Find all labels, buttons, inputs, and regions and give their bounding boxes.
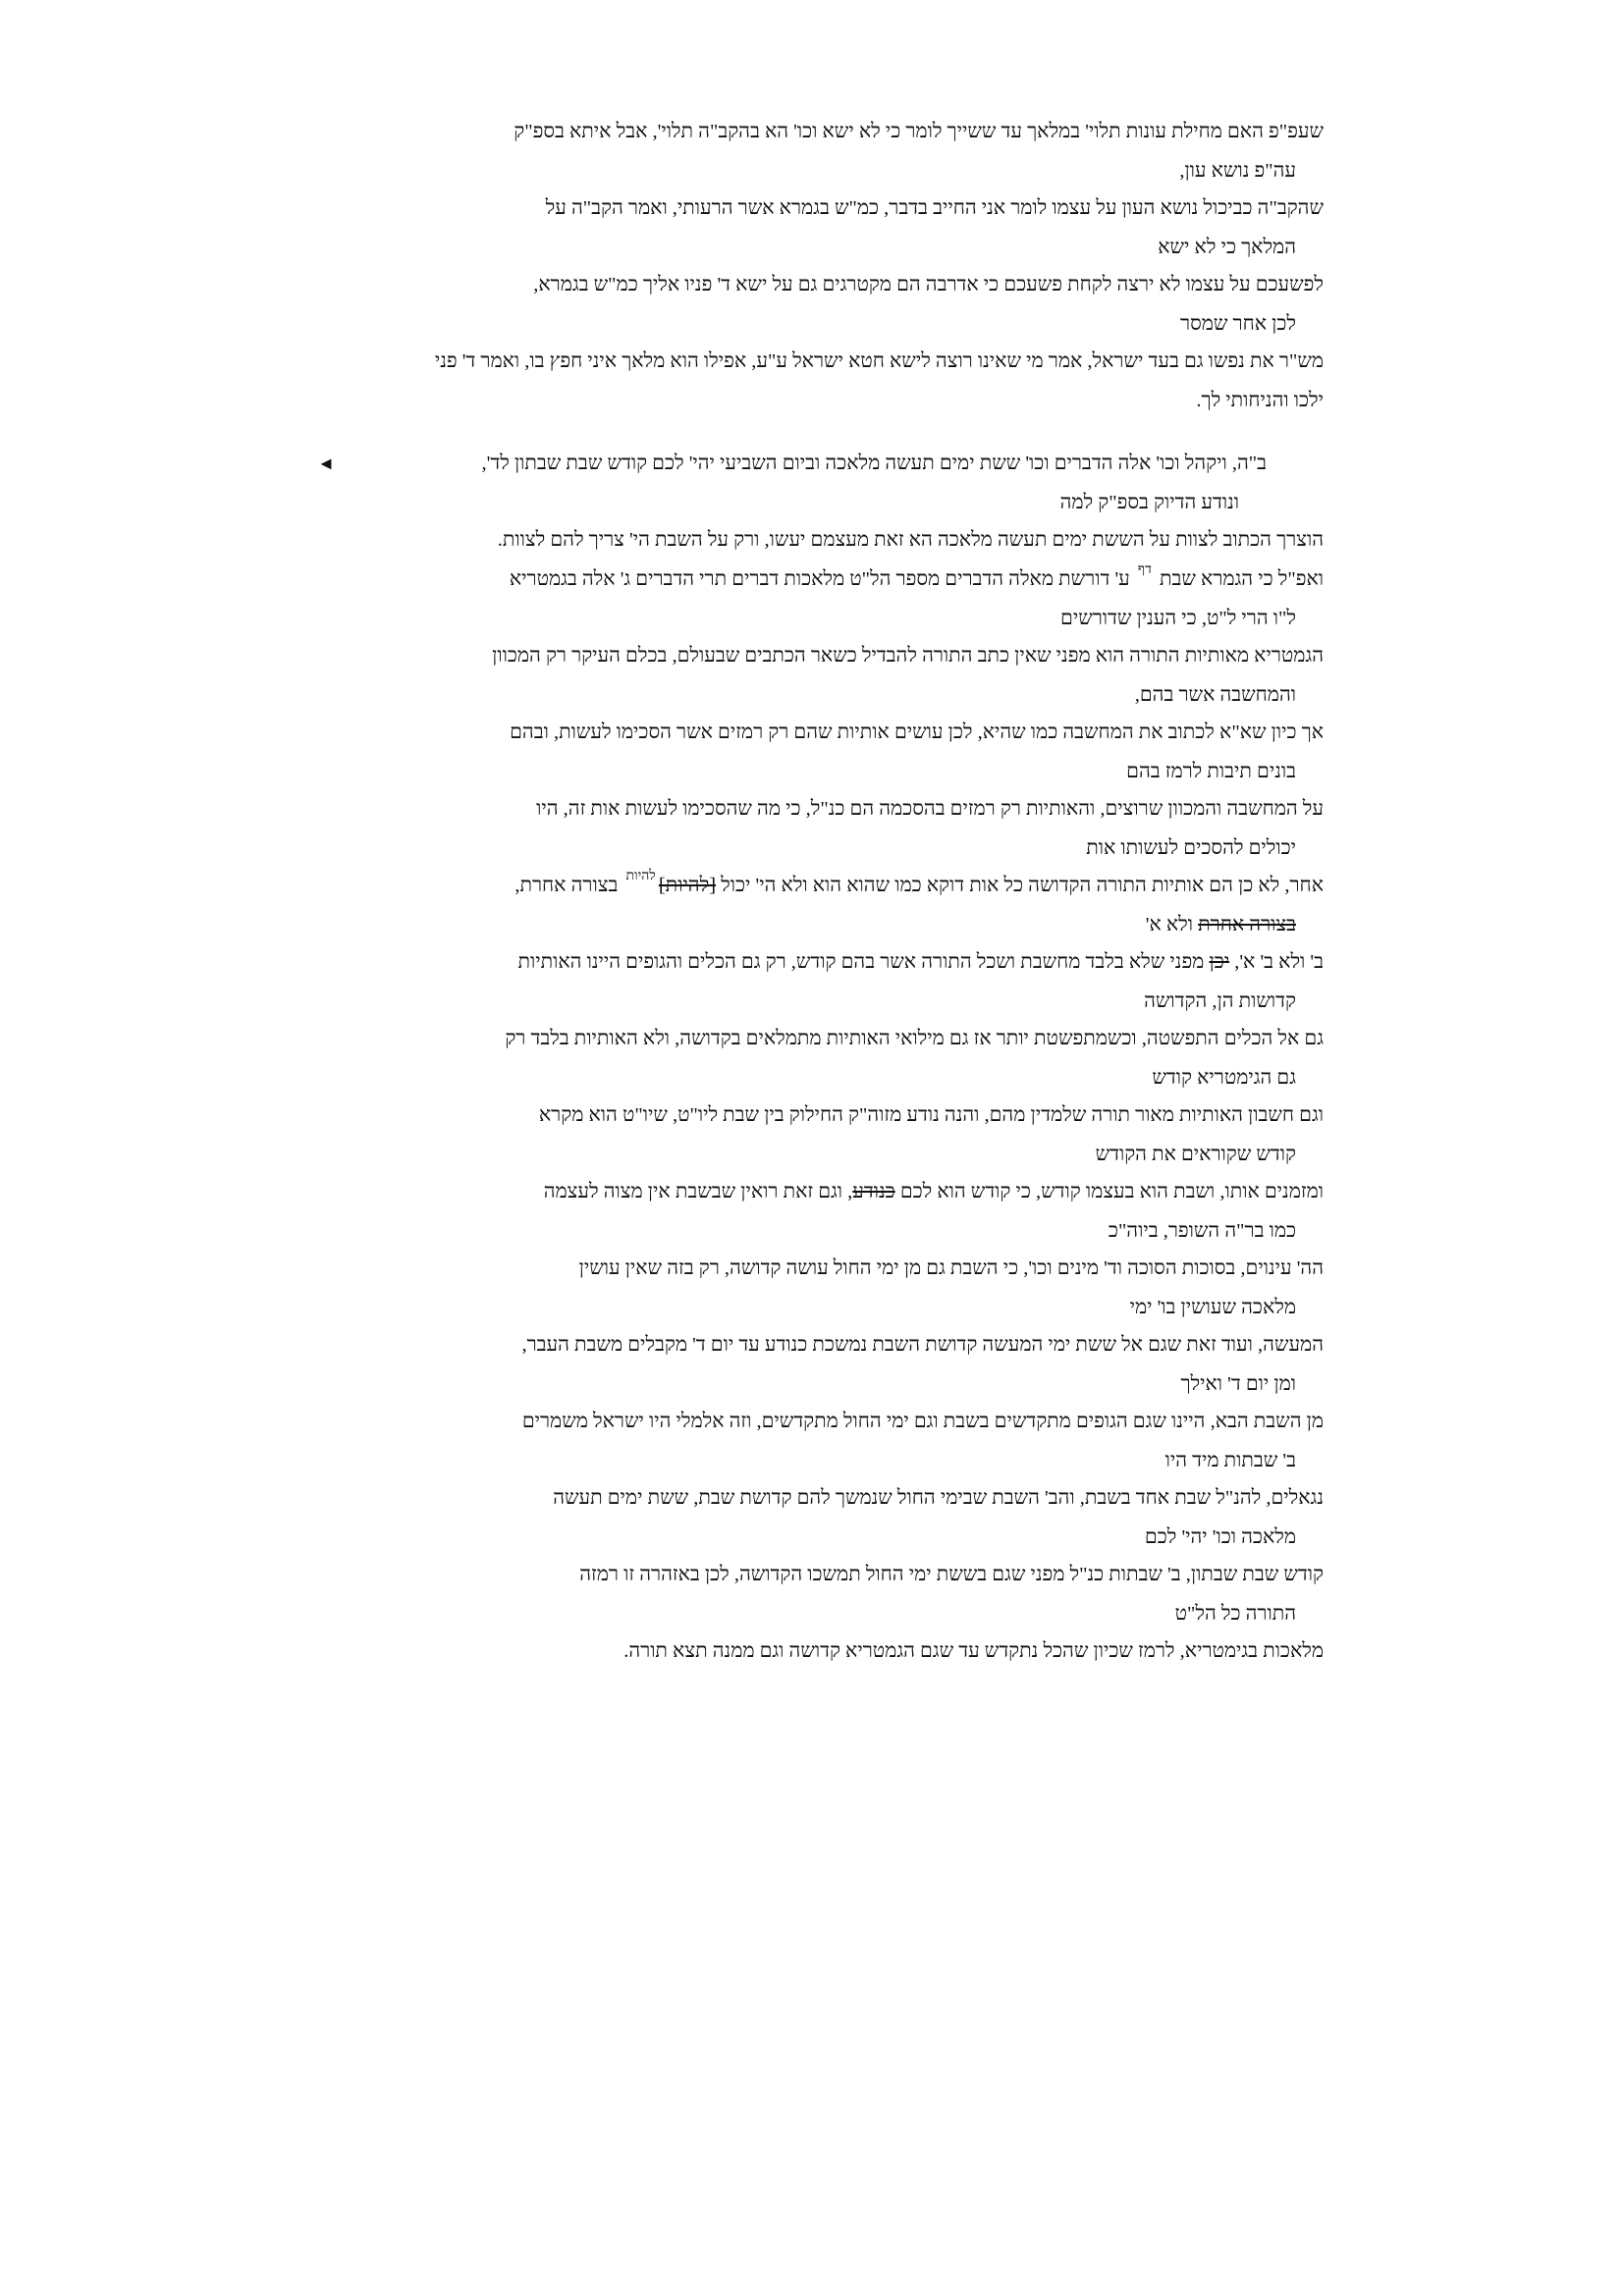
text-line: הגמטריא מאותיות התורה הוא מפני שאין כתב התורה להבדיל כשאר הכתבים שבעולם, בכלם העיקר רק המכוון [492, 645, 1324, 667]
text-line: עה"פ נושא עון, [1179, 160, 1296, 182]
text-line: על המחשבה והמכוון שרוצים, והאותיות רק רמזים בהסכמה הם כנ"ל, כי מה שהסכימו לעשות אות זה, היו [536, 798, 1324, 820]
text-line: המלאך כי לא ישא [1158, 237, 1296, 258]
text-line: מש"ר את נפשו גם בעד ישראל, אמר מי שאינו רוצה לישא חטא ישראל ע"ע, אפילו הוא מלאך איני חפץ בו, ואמר ד' פני [434, 350, 1324, 372]
struck-text: [להיות] [658, 875, 717, 896]
paragraph [435, 342, 1324, 420]
bullet-arrow-icon: ◄ [317, 454, 335, 473]
text-line: הה' עינוים, בסוכות הסוכה וד' מינים וכו', כי השבת גם מן ימי החול עושה קדושה, רק בזה שאין עושין [578, 1257, 1324, 1279]
paragraph [492, 636, 1324, 715]
text-line: קודש שקוראים את הקודש [1095, 1144, 1296, 1165]
paragraph [579, 1249, 1324, 1327]
paragraph [536, 789, 1324, 868]
text-line: מלאכה שעושין בו' ימי [1129, 1297, 1296, 1318]
paragraph [510, 713, 1324, 791]
text-line: הוצרך הכתוב לצוות על הששת ימים תעשה מלאכה הא זאת מעצמם יעשו, ורק על השבת הי' צריך להם לצוות. [497, 529, 1324, 551]
paragraph [533, 265, 1324, 344]
paragraph [579, 1555, 1324, 1633]
text-line: קודש שבת שבתון, ב' שבתות כנ"ל מפני שגם בששת ימי החול תמשכו הקדושה, לכן באזהרה זו רמזה [579, 1564, 1324, 1585]
text-line: לכן אחר שמסר [1180, 313, 1296, 335]
text-line: בצורה אחרת ולא א' [1145, 914, 1296, 935]
text-line: כמו בר"ה השופר, ביוה"כ [1108, 1220, 1296, 1242]
text-line: ומן יום ד' ואילך [1180, 1373, 1296, 1395]
text-line: אחר, לא כן הם אותיות התורה הקדושה כל אות דוקא כמו שהוא הוא ולא הי' יכול [להיות]$^{להיות}$ בצורה אחרת, [514, 869, 1324, 896]
paragraph [546, 188, 1324, 267]
text-line: שהקב"ה כביכול נושא העון על עצמו לומר אני החייב בדבר, כמ"ש בגמרא אשר הרעותי, ואמר הקב"ה על [545, 197, 1324, 219]
struck-text: יכן [1209, 951, 1230, 973]
paragraph [544, 1172, 1324, 1251]
text-line: ל"ו הרי ל"ט, כי הענין שדורשים [1060, 608, 1296, 629]
paragraph [510, 560, 1324, 638]
text-line: מלאכות בגימטריא, לרמז שכיון שהכל נתקדש עד שגם הגמטריא קדושה וגם ממנה תצא תורה. [623, 1640, 1324, 1662]
paragraph [521, 1325, 1324, 1404]
paragraph [482, 444, 1267, 522]
text-line: קדושות הן, הקדושה [1144, 990, 1296, 1012]
text-line: ואפ"ל כי הגמרא שבת $^{דף}$ ע' דורשת מאלה הדברים מספר הל"ט מלאכות דברים תרי הדברים ג' אלה בגמטריא [509, 562, 1324, 590]
paragraph [505, 1019, 1324, 1097]
text-line: מלאכה וכו' יהי' לכם [1144, 1526, 1296, 1548]
text-line: מן השבת הבא, היינו שגם הגופים מתקדשים בשבת וגם ימי החול מתקדשים, וזה אלמלי היו ישראל משמרים [521, 1411, 1324, 1432]
paragraph [623, 1631, 1324, 1671]
text-line: המעשה, ועוד זאת שגם אל ששת ימי המעשה קדושת השבת נמשכת כנודע עד יום ד' מקבלים משבת העבר, [521, 1334, 1324, 1356]
text-line: יכולים להסכים לעשותו אות [1086, 837, 1296, 859]
text-line: שעפ"פ האם מחילת עונות תלוי' במלאך עד ששייך לומר כי לא ישא וכו' הא בהקב"ה תלוי', אבל איתא בספ"ק [514, 121, 1324, 142]
text-line: התורה כל הל"ט [1174, 1603, 1296, 1625]
text-line: ונודע הדיוק בספ"ק למה [1059, 492, 1239, 513]
text-line: ב"ה, ויקהל וכו' אלה הדברים וכו' ששת ימים תעשה מלאכה וביום השביעי יהי' לכם קודש שבת שבתון לד', [481, 453, 1267, 474]
text-line: ומזמנים אותו, ושבת הוא בעצמו קודש, כי קודש הוא לכם כנודע, וגם זאת רואין שבשבת אין מצוה לעצמה [543, 1181, 1324, 1202]
text-line: נגאלים, להנ"ל שבת אחד בשבת, והב' השבת שבימי החול שנמשך להם קדושת שבת, ששת ימים תעשה [553, 1487, 1324, 1509]
text-line: גם אל הכלים התפשטה, וכשמתפשטת יותר אז גם מילואי האותיות מתמלאים בקדושה, ולא האותיות בלבד רק [505, 1028, 1324, 1049]
text-line: ב' ולא ב' א', יכן מפני שלא בלבד מחשבת ושכל התורה אשר בהם קודש, רק גם הכלים והגופים היינו האותיות [517, 951, 1324, 973]
text-line: ב' שבתות מיד היו [1164, 1450, 1296, 1471]
text-line: אך כיון שא"א לכתוב את המחשבה כמו שהיא, לכן עושים אותיות שהם רק רמזים אשר הסכימו לעשות, ובהם [510, 721, 1324, 743]
paragraph [514, 866, 1324, 944]
text-line: לפשעכם על עצמו לא ירצה לקחת פשעכם כי אדרבה הם מקטרגים גם על ישא ד' פניו אליך כמ"ש בגמרא, [533, 274, 1324, 295]
text-line: גם הגימטריא קודש [1152, 1067, 1296, 1089]
paragraph [522, 1402, 1324, 1480]
paragraph [514, 112, 1324, 190]
text-line: ילכו והניחותי לך. [1196, 390, 1324, 411]
paragraph [498, 520, 1324, 560]
paragraph [539, 1095, 1324, 1174]
struck-text: כנודע [852, 1181, 895, 1202]
paragraph [517, 942, 1324, 1021]
inline-insertion: דף [1137, 562, 1152, 577]
text-line: בונים תיבות לרמז בהם [1126, 761, 1296, 782]
inline-insertion: להיות [625, 869, 656, 883]
struck-text: בצורה אחרת [1198, 914, 1296, 935]
text-line: והמחשבה אשר בהם, [1134, 684, 1296, 706]
paragraph [553, 1478, 1324, 1557]
text-line: וגם חשבון האותיות מאור תורה שלמדין מהם, והנה נודע מזוה"ק החילוק בין שבת ליו"ט, שיו"ט הוא מקרא [538, 1104, 1324, 1126]
